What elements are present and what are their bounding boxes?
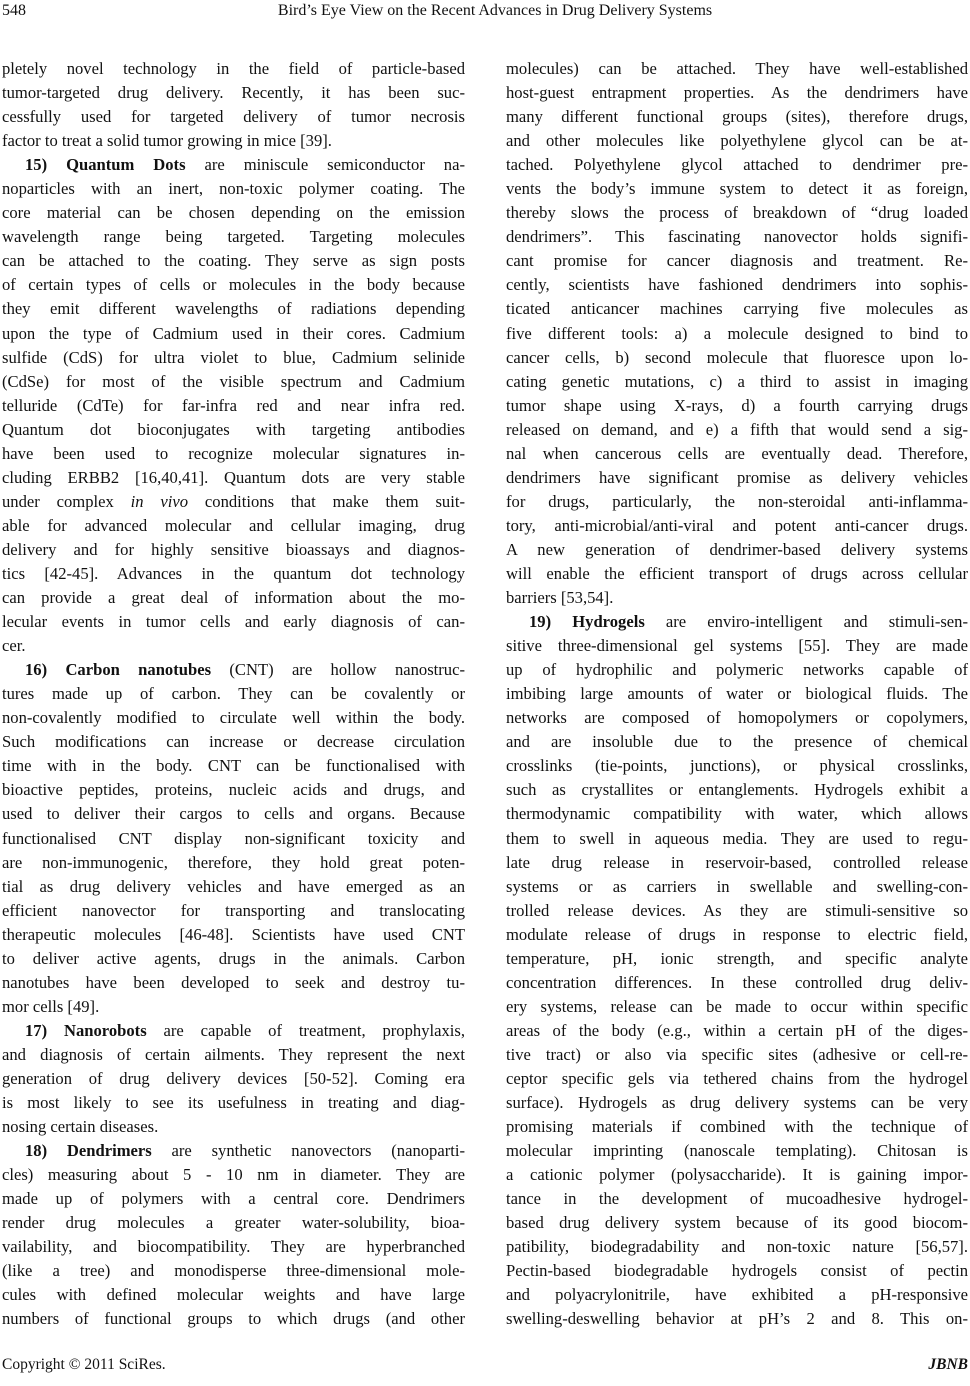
text-line: tance in the development of mucoadhesive hydrogel- (506, 1189, 968, 1209)
text-line: render drug molecules a greater water-solubility, bioa- (2, 1213, 465, 1233)
text-line: nanotubes have been developed to seek and destroy tu- (2, 972, 465, 992)
paragraph-dendrimers-continued (506, 57, 968, 610)
text-line: noparticles with an inert, non-toxic polymer coating. The (2, 179, 465, 199)
text-line: vailability, and biocompatibility. They are hyperbranched (2, 1237, 465, 1257)
text-line: they emit different wavelengths of radiations depending (2, 299, 465, 319)
text-line (506, 610, 968, 634)
text-line: vents the body’s immune system to detect it as foreign, (506, 179, 968, 199)
text-line: efficient nanovector for transporting and translocating (2, 900, 465, 920)
text-line: time with in the body. CNT can be functionalised with (2, 756, 465, 776)
text-line: modulate release of drugs in response to electric field, (506, 924, 968, 944)
text-line: cluding ERBB2 [16,40,41]. Quantum dots are very stable (2, 467, 465, 487)
text-line: can be attached to the coating. They serve as sign posts (2, 251, 465, 271)
page-number: 548 (2, 2, 26, 19)
text-line: many different functional groups (sites), therefore drugs, (506, 107, 968, 127)
italic-term: in vivo (130, 491, 189, 511)
text-line: bioactive peptides, proteins, nucleic acids and drugs, and (2, 780, 465, 800)
text-line: based drug delivery system because of its good biocom- (506, 1213, 968, 1233)
text-line (2, 1019, 465, 1043)
paragraph-carbon-nanotubes (2, 658, 465, 1019)
text-line: core material can be chosen depending on the emission (2, 203, 465, 223)
text-line: telluride (CdTe) for far-infra red and near infra red. (2, 395, 465, 415)
text-line: thereby slows the process of breakdown of “drug loaded (506, 203, 968, 223)
text-line: to deliver active agents, drugs in the animals. Carbon (2, 948, 465, 968)
left-column (2, 57, 465, 1331)
text-line: nal when cancerous cells are eventually dead. Therefore, (506, 443, 968, 463)
text-line: therapeutic molecules [46-48]. Scientists have used CNT (2, 924, 465, 944)
heading-rest: are capable of treatment, prophylaxis, (146, 1020, 465, 1040)
page-footer (0, 1356, 970, 1386)
text-line: Quantum dot bioconjugates with targeting antibodies (2, 419, 465, 439)
text-line: will enable the efficient transport of drugs across cellular (506, 563, 968, 583)
running-head (0, 0, 970, 28)
text-line: crosslinks (tie-points, junctions), or physical crosslinks, (506, 756, 968, 776)
text-line: can provide a great deal of information about the mo- (2, 588, 465, 608)
text-line: able for advanced molecular and cellular imaging, drug (2, 515, 465, 535)
text-line: temperature, pH, ionic strength, and specific analyte (506, 948, 968, 968)
paragraph-dendrimers (2, 1139, 465, 1331)
running-title: Bird’s Eye View on the Recent Advances in Drug Delivery Systems (277, 2, 713, 19)
text-line (2, 658, 465, 682)
text-line: up of hydrophilic and polymeric networks capable of (506, 660, 968, 680)
text-line: barriers [53,54]. (506, 588, 614, 608)
text-line: Pectin-based biodegradable hydrogels consist of pectin (506, 1261, 968, 1281)
text-line: (like a tree) and monodisperse three-dimensional mole- (2, 1261, 465, 1281)
text-line: systems or as carriers in swellable and swelling-con- (506, 876, 968, 896)
text-line: Such modifications can increase or decrease circulation (2, 732, 465, 752)
heading-rest: (CNT) are hollow nanostruc- (211, 660, 465, 680)
text-line: imbibing large amounts of water or biological fluids. The (506, 684, 968, 704)
text-line: tory, anti-microbial/anti-viral and potent anti-cancer drugs. (506, 515, 968, 535)
text-line: and diagnosis of certain ailments. They represent the next (2, 1044, 465, 1064)
text-line: tumor shape using X-rays, d) a fourth carrying drugs (506, 395, 968, 415)
text-line: tumor-targeted drug delivery. Recently, it has been suc- (2, 83, 465, 103)
text-line: are non-immunogenic, therefore, they hold great poten- (2, 852, 465, 872)
text-line: numbers of functional groups to which drugs (and other (2, 1309, 465, 1329)
text-line: dendrimers have significant promise as delivery vehicles (506, 467, 968, 487)
text-line: and polyacrylonitrile, have exhibited a pH-responsive (506, 1285, 968, 1305)
text-line: (CdSe) for most of the visible spectrum and Cadmium (2, 371, 465, 391)
text-line: molecules) can be attached. They have well-established (506, 59, 968, 78)
text-line: pletely novel technology in the field of particle-based (2, 59, 465, 78)
text-line: sitive three-dimensional gel systems [55]. They are made (506, 636, 968, 656)
text-line: released on demand, and e) a fifth that would send a sig- (506, 419, 968, 439)
text-line: mor cells [49]. (2, 996, 100, 1016)
text-line (2, 1139, 465, 1163)
text-line: tures made up of carbon. They can be covalently or (2, 684, 465, 704)
text-line: cently, scientists have fashioned dendrimers into sophis- (506, 275, 968, 295)
text-line: is most likely to see its usefulness in treating and diag- (2, 1093, 465, 1113)
heading-rest: are enviro-intelligent and stimuli-sen- (644, 612, 968, 632)
text-line: cules with defined molecular weights and have large (2, 1285, 465, 1305)
text-line (2, 490, 465, 514)
text-line: molecular imprinting (nanoscale templating). Chitosan is (506, 1141, 968, 1161)
text-line: concentration differences. In these controlled drug deliv- (506, 972, 968, 992)
heading-rest: are synthetic nanovectors (nanoparti- (151, 1141, 465, 1161)
journal-abbreviation: JBNB (928, 1356, 968, 1373)
text-line: have been used to recognize molecular signatures in- (2, 443, 465, 463)
text-line: A new generation of dendrimer-based delivery systems (506, 539, 968, 559)
paragraph-hydrogels (506, 610, 968, 1331)
text-line: wavelength range being targeted. Targeting molecules (2, 227, 465, 247)
section-heading: 17) Nanorobots (25, 1020, 147, 1040)
text-line: and other molecules like polyethylene glycol can be at- (506, 131, 968, 151)
text-line: patibility, biodegradability and non-toxic nature [56,57]. (506, 1237, 968, 1257)
section-heading: 18) Dendrimers (25, 1141, 152, 1161)
text-line: ticated anticancer machines carrying five molecules as (506, 299, 968, 319)
text-line: networks are composed of homopolymers or copolymers, (506, 708, 968, 728)
text-line (2, 153, 465, 177)
text-fragment: conditions that make them suit- (188, 491, 465, 511)
text-line: tics [42-45]. Advances in the quantum dot technology (2, 563, 465, 583)
text-line: late drug release in reservoir-based, controlled release (506, 852, 968, 872)
text-line: made up of polymers with a central core. Dendrimers (2, 1189, 465, 1209)
text-line: cant promise for cancer diagnosis and treatment. Re- (506, 251, 968, 271)
paragraph-nanorobots (2, 1019, 465, 1139)
text-line: tached. Polyethylene glycol attached to dendrimer pre- (506, 155, 968, 175)
text-line: non-covalently modified to circulate well within the body. (2, 708, 465, 728)
paragraph-continuation (2, 57, 465, 153)
text-line: thermodynamic compatibility with water, which allows (506, 804, 968, 824)
text-line: such as crystallites or entanglements. Hydrogels exhibit a (506, 780, 968, 800)
text-line: generation of drug delivery devices [50-52]. Coming era (2, 1068, 465, 1088)
text-line: cles) measuring about 5 - 10 nm in diameter. They are (2, 1165, 465, 1185)
text-line: and are insoluble due to the presence of chemical (506, 732, 968, 752)
text-line: promising materials if combined with the technique of (506, 1117, 968, 1137)
text-line: upon the type of Cadmium used in their cores. Cadmium (2, 323, 465, 343)
text-line: a cationic polymer (polysaccharide). It is gaining impor- (506, 1165, 968, 1185)
text-line: trolled release devices. As they are stimuli-sensitive so (506, 900, 968, 920)
heading-rest: are miniscule semiconductor na- (185, 155, 465, 175)
text-line: five different tools: a) a molecule designed to bind to (506, 323, 968, 343)
text-line: of certain types of cells or molecules in the body because (2, 275, 465, 295)
paragraph-quantum-dots (2, 153, 465, 658)
text-line: cessfully used for targeted delivery of tumor necrosis (2, 107, 465, 127)
text-line: cating genetic mutations, c) a third to assist in imaging (506, 371, 968, 391)
text-line: ceptor specific gels via tethered chains from the hydrogel (506, 1068, 968, 1088)
text-line: factor to treat a solid tumor growing in mice [39]. (2, 131, 332, 151)
text-line: them to swell in aqueous media. They are used to regu- (506, 828, 968, 848)
text-line: cer. (2, 636, 26, 656)
text-line: areas of the body (e.g., within a certain pH of the diges- (506, 1020, 968, 1040)
text-line: tive tract) or also via specific sites (adhesive or cell-re- (506, 1044, 968, 1064)
text-line: sulfide (CdS) for ultra violet to blue, Cadmium selinide (2, 347, 465, 367)
text-line: host-guest entrapment properties. As the dendrimers have (506, 83, 968, 103)
text-line: surface). Hydrogels as drug delivery systems can be very (506, 1093, 968, 1113)
text-line: lecular events in tumor cells and early diagnosis of can- (2, 612, 465, 632)
text-line: nosing certain diseases. (2, 1117, 159, 1137)
text-line: delivery and for highly sensitive bioassays and diagnos- (2, 539, 465, 559)
right-column (506, 57, 968, 1331)
text-fragment: under complex (2, 491, 131, 511)
text-line: tial as drug delivery vehicles and have emerged as an (2, 876, 465, 896)
text-line: for drugs, particularly, the non-steroidal anti-inflamma- (506, 491, 968, 511)
text-line: swelling-deswelling behavior at pH’s 2 and 8. This on- (506, 1309, 968, 1329)
section-heading: 15) Quantum Dots (25, 155, 186, 175)
section-heading: 19) Hydrogels (529, 612, 645, 632)
section-heading: 16) Carbon nanotubes (25, 660, 212, 680)
copyright-notice: Copyright © 2011 SciRes. (2, 1356, 166, 1373)
text-line: dendrimers”. This fascinating nanovector holds signifi- (506, 227, 968, 247)
text-line: cancer cells, b) second molecule that fluoresce upon lo- (506, 347, 968, 367)
text-line: ery systems, release can be made to occur within specific (506, 996, 968, 1016)
text-line: used to deliver their cargos to cells and organs. Because (2, 804, 465, 824)
text-line: functionalised CNT display non-significant toxicity and (2, 828, 465, 848)
